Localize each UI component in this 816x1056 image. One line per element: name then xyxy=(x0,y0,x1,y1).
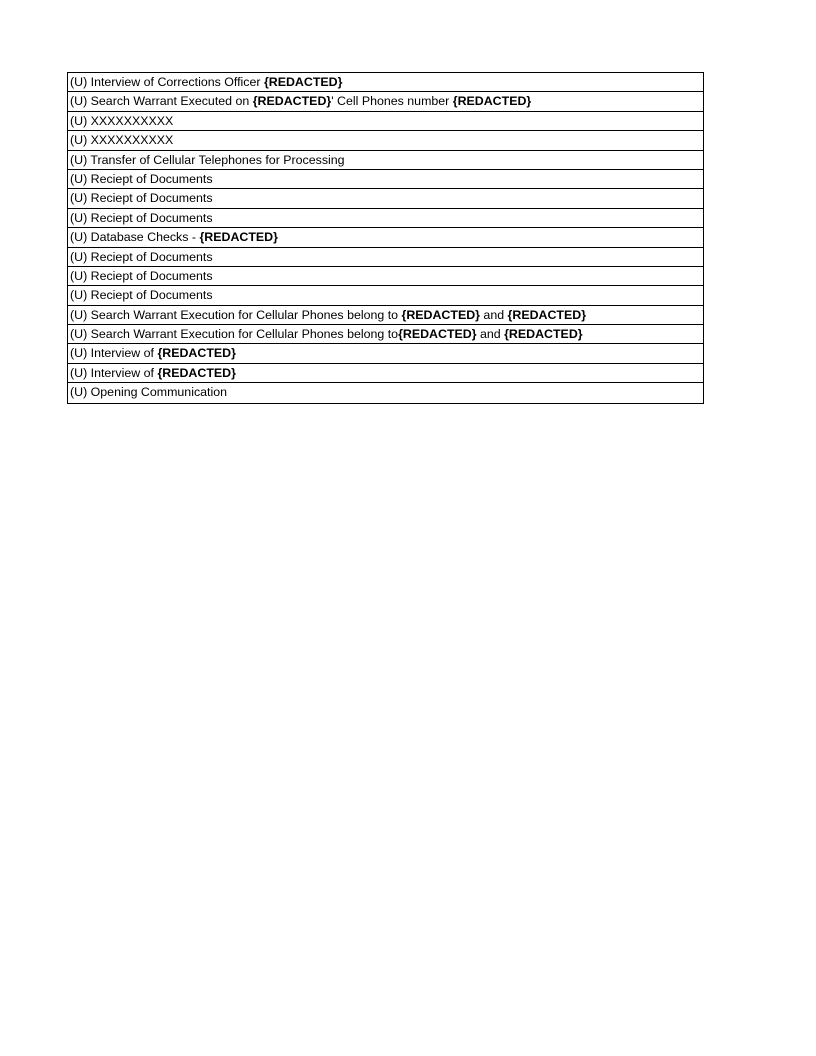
table-row xyxy=(68,131,703,150)
table-row xyxy=(68,364,703,383)
row-text: and xyxy=(479,307,508,322)
table-row xyxy=(68,73,703,92)
row-text: (U) Reciept of Documents xyxy=(70,249,213,264)
row-text: (U) Interview of xyxy=(70,346,158,361)
redacted-text: {REDACTED} xyxy=(157,365,236,380)
row-text: (U) Search Warrant Execution for Cellular Phones belong to xyxy=(70,307,402,322)
table-row xyxy=(68,286,703,305)
row-text: (U) Opening Communication xyxy=(70,385,228,400)
row-text: (U) Database Checks - xyxy=(70,230,200,245)
table-row xyxy=(68,209,703,228)
redacted-text: {REDACTED} xyxy=(401,307,480,322)
redacted-text: {REDACTED} xyxy=(507,307,587,322)
row-text: and xyxy=(476,327,505,342)
row-text: (U) Reciept of Documents xyxy=(70,288,213,303)
table-row xyxy=(68,228,703,247)
row-text: (U) XXXXXXXXXX xyxy=(70,113,174,128)
table-row xyxy=(68,92,703,111)
row-text: (U) Reciept of Documents xyxy=(70,171,213,186)
redacted-text: {REDACTED} xyxy=(263,75,343,89)
redacted-text: {REDACTED} xyxy=(199,230,278,245)
row-text: ' Cell Phones number xyxy=(331,94,453,109)
table-row xyxy=(68,344,703,363)
row-text: (U) Interview of xyxy=(70,365,158,380)
document-list-table xyxy=(67,72,704,404)
table-row xyxy=(68,248,703,267)
table-row xyxy=(68,306,703,325)
table-row xyxy=(68,383,703,402)
redacted-text: {REDACTED} xyxy=(252,94,332,109)
row-text: (U) Reciept of Documents xyxy=(70,268,213,283)
table-row xyxy=(68,170,703,189)
redacted-text: {REDACTED} xyxy=(452,94,532,109)
redacted-text: {REDACTED} xyxy=(504,327,583,342)
row-text: (U) Transfer of Cellular Telephones for Processing xyxy=(70,152,345,167)
redacted-text: {REDACTED} xyxy=(398,327,477,342)
table-row xyxy=(68,325,703,344)
row-text: (U) Search Warrant Execution for Cellular Phones belong to xyxy=(70,327,399,342)
row-text: (U) Interview of Corrections Officer xyxy=(70,75,264,89)
redacted-text: {REDACTED} xyxy=(157,346,236,361)
table-row xyxy=(68,112,703,131)
row-text: (U) XXXXXXXXXX xyxy=(70,133,174,148)
table-row xyxy=(68,151,703,170)
row-text: (U) Reciept of Documents xyxy=(70,191,213,206)
table-row xyxy=(68,267,703,286)
table-row xyxy=(68,189,703,208)
row-text: (U) Search Warrant Executed on xyxy=(70,94,253,109)
row-text: (U) Reciept of Documents xyxy=(70,210,213,225)
